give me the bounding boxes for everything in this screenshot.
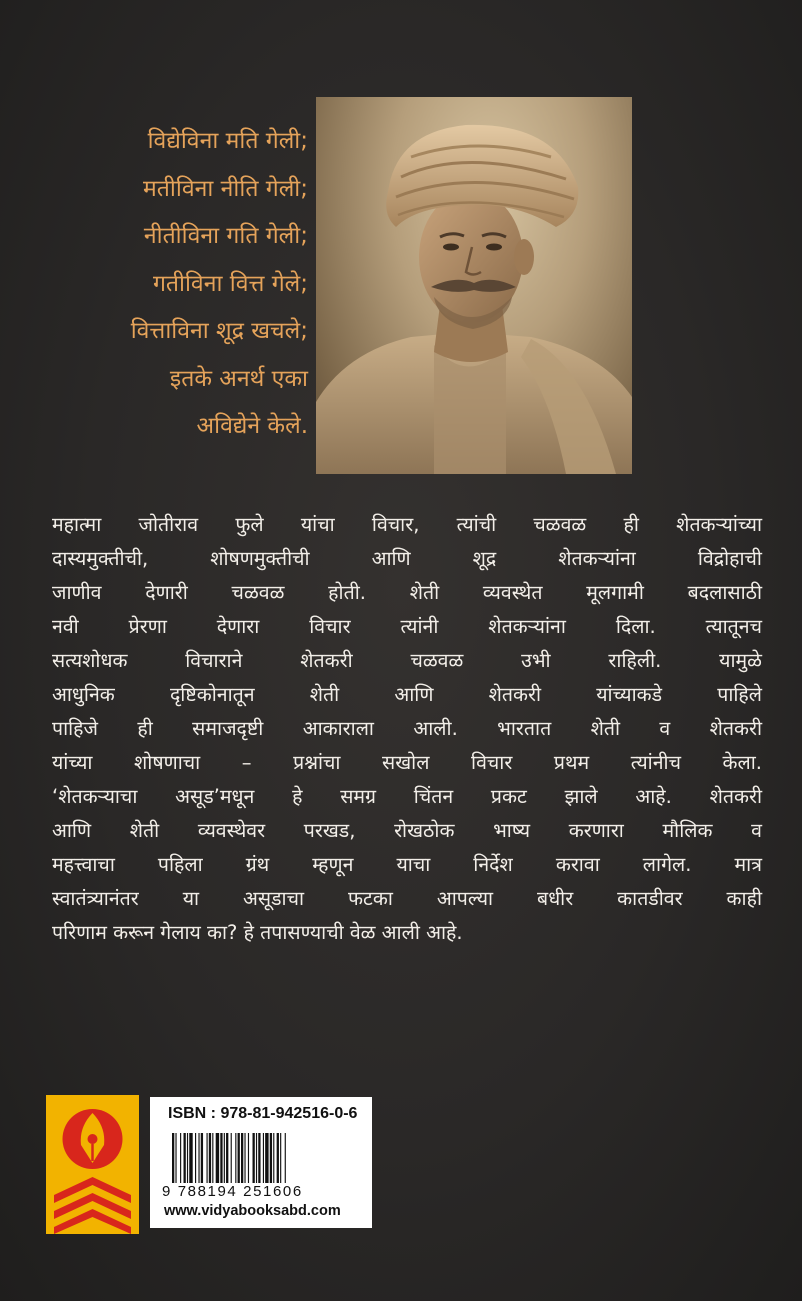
poem-line: मतीविना नीति गेली; (143, 175, 308, 202)
barcode-panel (150, 1097, 372, 1228)
paragraph-line: यांच्या शोषणाचा – प्रश्नांचा सखोल विचार प्रथम त्यांनीच केला. (52, 751, 762, 774)
poem-line: नीतीविना गति गेली; (143, 223, 308, 249)
paragraph-line: ‘शेतकऱ्याचा असूड’मधून हे समग्र चिंतन प्रकट झाले आहे. शेतकरी (52, 785, 762, 808)
poem-line: गतीविना वित्त गेले; (152, 270, 308, 297)
author-portrait (316, 97, 632, 474)
paragraph-line: पाहिजे ही समाजदृष्टी आकाराला आली. भारतात शेती व शेतकरी (52, 717, 762, 740)
paragraph-line: महत्त्वाचा पहिला ग्रंथ म्हणून याचा निर्देश करावा लागेल. मात्र (52, 853, 762, 876)
description-paragraph (52, 508, 762, 950)
paragraph-line: जाणीव देणारी चळवळ होती. शेती व्यवस्थेत मूलगामी बदलासाठी (52, 581, 762, 604)
poem (40, 118, 308, 451)
paragraph-line: परिणाम करून गेलाय का? हे तपासण्याची वेळ आली आहे. (52, 921, 463, 944)
poem-line: अविद्येने केले. (196, 413, 308, 439)
paragraph-line: नवी प्रेरणा देणारा विचार त्यांनी शेतकऱ्यांना दिला. त्यातूनच (52, 615, 762, 638)
paragraph-line: सत्यशोधक विचाराने शेतकरी चळवळ उभी राहिली. यामुळे (52, 649, 762, 672)
barcode-digits: 9 788194 251606 (162, 1183, 303, 1200)
paragraph-line: महात्मा जोतीराव फुले यांचा विचार, त्यांची चळवळ ही शेतकऱ्यांच्या (52, 513, 762, 536)
paragraph-line: दास्यमुक्तीची, शोषणमुक्तीची आणि शूद्र शेतकऱ्यांना विद्रोहाची (52, 547, 762, 570)
poem-line: विद्येविना मति गेली; (147, 128, 308, 154)
publisher-website: www.vidyabooksabd.com (164, 1203, 341, 1219)
paragraph-line: आणि शेती व्यवस्थेवर परखड, रोखठोक भाष्य करणारा मौलिक व (52, 819, 762, 842)
publisher-logo (46, 1095, 139, 1234)
paragraph-line: स्वातंत्र्यानंतर या असूडाचा फटका आपल्या बधीर कातडीवर काही (52, 887, 762, 910)
paragraph-line: आधुनिक दृष्टिकोनातून शेती आणि शेतकरी यांच्याकडे पाहिले (52, 683, 762, 706)
turbaned-man-portrait-icon (316, 97, 632, 474)
publisher-pen-nib-logo-icon (46, 1095, 139, 1234)
isbn-label: ISBN : 978-81-942516-0-6 (168, 1105, 358, 1122)
poem-line: वित्ताविना शूद्र खचले; (130, 318, 308, 344)
poem-line: इतके अनर्थ एका (169, 365, 308, 392)
